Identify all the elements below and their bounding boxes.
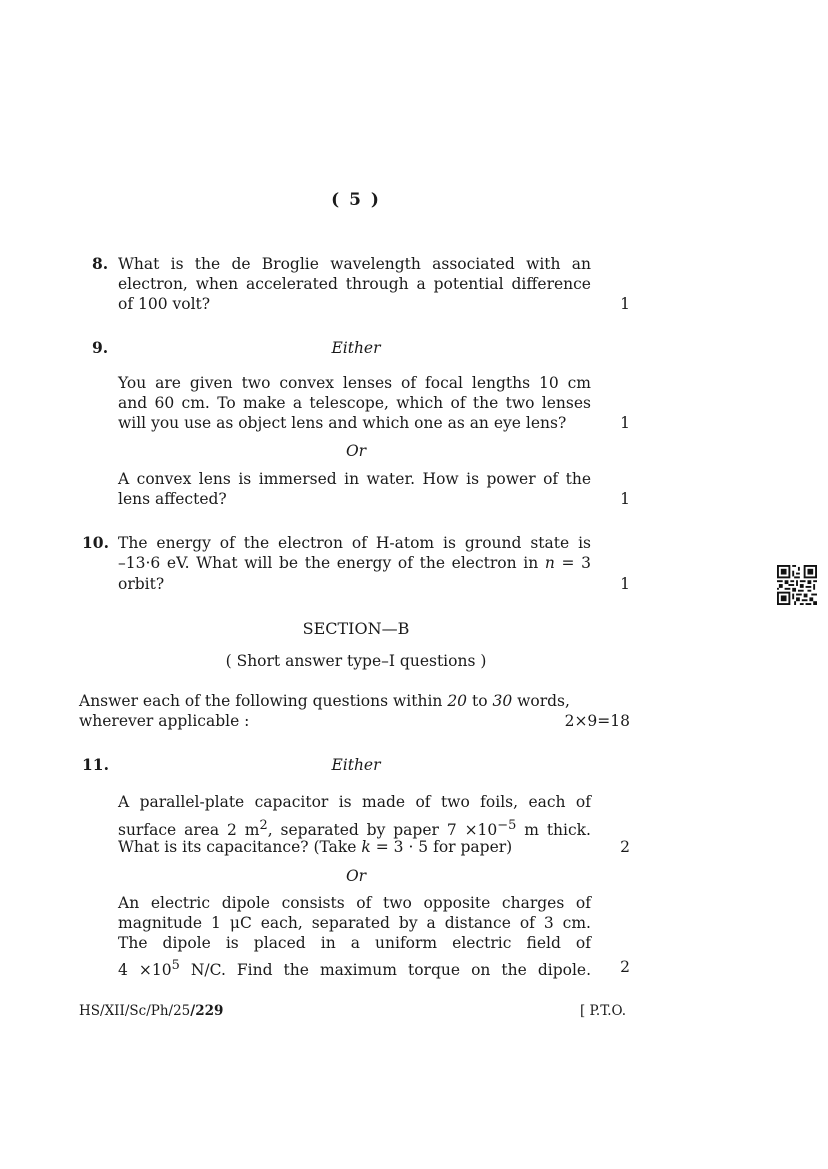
- question-11a-line-2-post: m thick.: [516, 821, 591, 840]
- footer-pto: [ P.T.O.: [580, 1003, 627, 1019]
- qr-code-icon: [777, 565, 817, 605]
- question-8-line-2: electron, when accelerated through a potential difference: [118, 275, 591, 293]
- question-11b-line-4-pre: 4 ×10: [118, 961, 172, 980]
- question-number-8: 8.: [92, 254, 109, 273]
- question-11-part-a-text: [118, 790, 591, 842]
- question-11b-line-1: An electric dipole consists of two opposite charges of: [118, 894, 591, 912]
- instructions-min-words: 20: [447, 692, 468, 710]
- question-11-or: Or: [345, 867, 367, 885]
- question-11a-sup-area: 2: [259, 818, 268, 833]
- question-9b-marks: 1: [620, 490, 630, 508]
- instructions-line-2: wherever applicable :: [79, 712, 250, 730]
- question-11b-marks: 2: [620, 958, 630, 976]
- question-8-text: [118, 254, 591, 294]
- question-10-text: [118, 533, 591, 573]
- question-11b-line-4: [118, 953, 591, 983]
- question-10-line-1: The energy of the electron of H-atom is ground state is: [118, 534, 591, 552]
- question-11-part-b-text: [118, 893, 591, 983]
- question-10-variable-n: n: [544, 554, 555, 572]
- question-9a-line-3: will you use as object lens and which one as an eye lens?: [118, 414, 567, 432]
- question-11b-sup-exponent: 5: [171, 958, 180, 973]
- question-11a-line-2-pre: surface area 2 m: [118, 821, 260, 840]
- instructions-pre: Answer each of the following questions within: [79, 692, 448, 710]
- question-10-marks: 1: [620, 575, 630, 593]
- question-11a-line-3: [118, 837, 512, 857]
- question-10-line-3: orbit?: [118, 575, 165, 593]
- question-9-part-b-text: [118, 469, 591, 489]
- question-9a-line-2: and 60 cm. To make a telescope, which of the two lenses: [118, 394, 591, 412]
- question-9a-line-1: You are given two convex lenses of focal lengths 10 cm: [118, 374, 591, 392]
- instructions-post: words,: [512, 692, 570, 710]
- footer-code-suffix: /229: [190, 1003, 224, 1019]
- footer-code-prefix: HS/XII/Sc/Ph/25: [79, 1003, 191, 1019]
- question-number-11: 11.: [82, 755, 109, 774]
- question-8-line-1: What is the de Broglie wavelength associated with an: [118, 255, 591, 273]
- section-marks-formula: 2×9=18: [564, 712, 630, 730]
- question-11a-line-1: A parallel-plate capacitor is made of two foils, each of: [118, 793, 591, 811]
- question-10-line-2-pre: –13·6 eV. What will be the energy of the electron in: [118, 554, 545, 572]
- question-10-line-2-post: = 3: [554, 554, 591, 572]
- question-9-either: Either: [331, 339, 381, 357]
- question-11a-sup-exponent: −5: [497, 818, 517, 833]
- question-9-part-a-text: [118, 373, 591, 413]
- question-11a-marks: 2: [620, 838, 630, 856]
- section-subtitle: ( Short answer type–I questions ): [225, 652, 487, 670]
- question-9b-line-2: lens affected?: [118, 490, 227, 508]
- instructions-mid: to: [467, 692, 493, 710]
- question-9a-marks: 1: [620, 414, 630, 432]
- question-8-marks: 1: [620, 295, 630, 313]
- question-8-line-3: of 100 volt?: [118, 295, 211, 313]
- section-title: SECTION—B: [302, 619, 410, 638]
- question-11a-variable-k: k: [361, 838, 371, 856]
- question-11a-line-2-mid: , separated by paper 7 ×10: [267, 821, 498, 840]
- page-number: ( 5 ): [331, 190, 381, 210]
- question-9b-line-1: A convex lens is immersed in water. How is power of the: [118, 470, 591, 488]
- instructions-max-words: 30: [492, 692, 513, 710]
- question-11a-line-3-pre: What is its capacitance? (Take: [118, 838, 362, 856]
- question-number-10: 10.: [82, 533, 109, 552]
- question-11b-line-4-post: N/C. Find the maximum torque on the dipole.: [179, 961, 592, 980]
- section-instructions: [79, 691, 591, 711]
- question-11-either: Either: [331, 756, 381, 774]
- question-11b-line-2: magnitude 1 μC each, separated by a distance of 3 cm.: [118, 914, 591, 932]
- footer-paper-code: [79, 1001, 223, 1021]
- question-9-or: Or: [345, 442, 367, 460]
- question-number-9: 9.: [92, 338, 109, 357]
- question-11b-line-3: The dipole is placed in a uniform electric field of: [118, 934, 591, 952]
- question-10-line-2: [118, 553, 591, 573]
- question-11a-line-3-post: = 3 · 5 for paper): [370, 838, 513, 856]
